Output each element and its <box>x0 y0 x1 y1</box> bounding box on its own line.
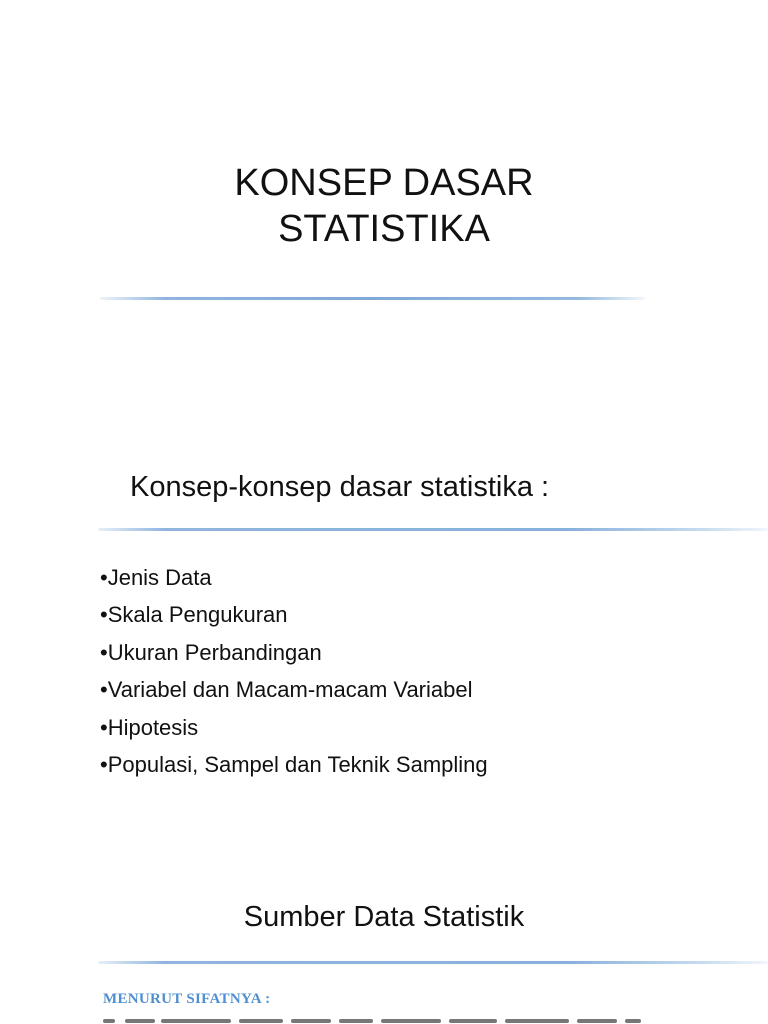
title-divider <box>100 297 645 300</box>
list-item: •Jenis Data <box>100 565 212 590</box>
data-sources-heading: Sumber Data Statistik <box>243 901 525 933</box>
slide-data-sources <box>0 820 768 1024</box>
title-line-1: KONSEP DASAR <box>234 162 534 204</box>
list-item: •Skala Pengukuran <box>100 602 288 628</box>
slide-concepts <box>0 420 768 820</box>
list-item: •Variabel dan Macam-macam Variabel <box>100 677 473 703</box>
data-sources-divider <box>98 961 768 964</box>
concepts-list <box>100 559 488 783</box>
truncated-text-line <box>103 1018 643 1024</box>
list-item: •Populasi, Sampel dan Teknik Sampling <box>100 752 488 778</box>
list-item: •Ukuran Perbandingan <box>100 639 322 665</box>
list-item: •Hipotesis <box>100 714 199 740</box>
concepts-heading: Konsep-konsep dasar statistika : <box>130 471 550 503</box>
title-line-2: STATISTIKA <box>278 208 490 250</box>
page-title <box>0 160 768 252</box>
by-nature-subheading: MENURUT SIFATNYA : <box>103 991 271 1007</box>
slide-title <box>0 0 768 420</box>
concepts-divider <box>98 528 768 531</box>
